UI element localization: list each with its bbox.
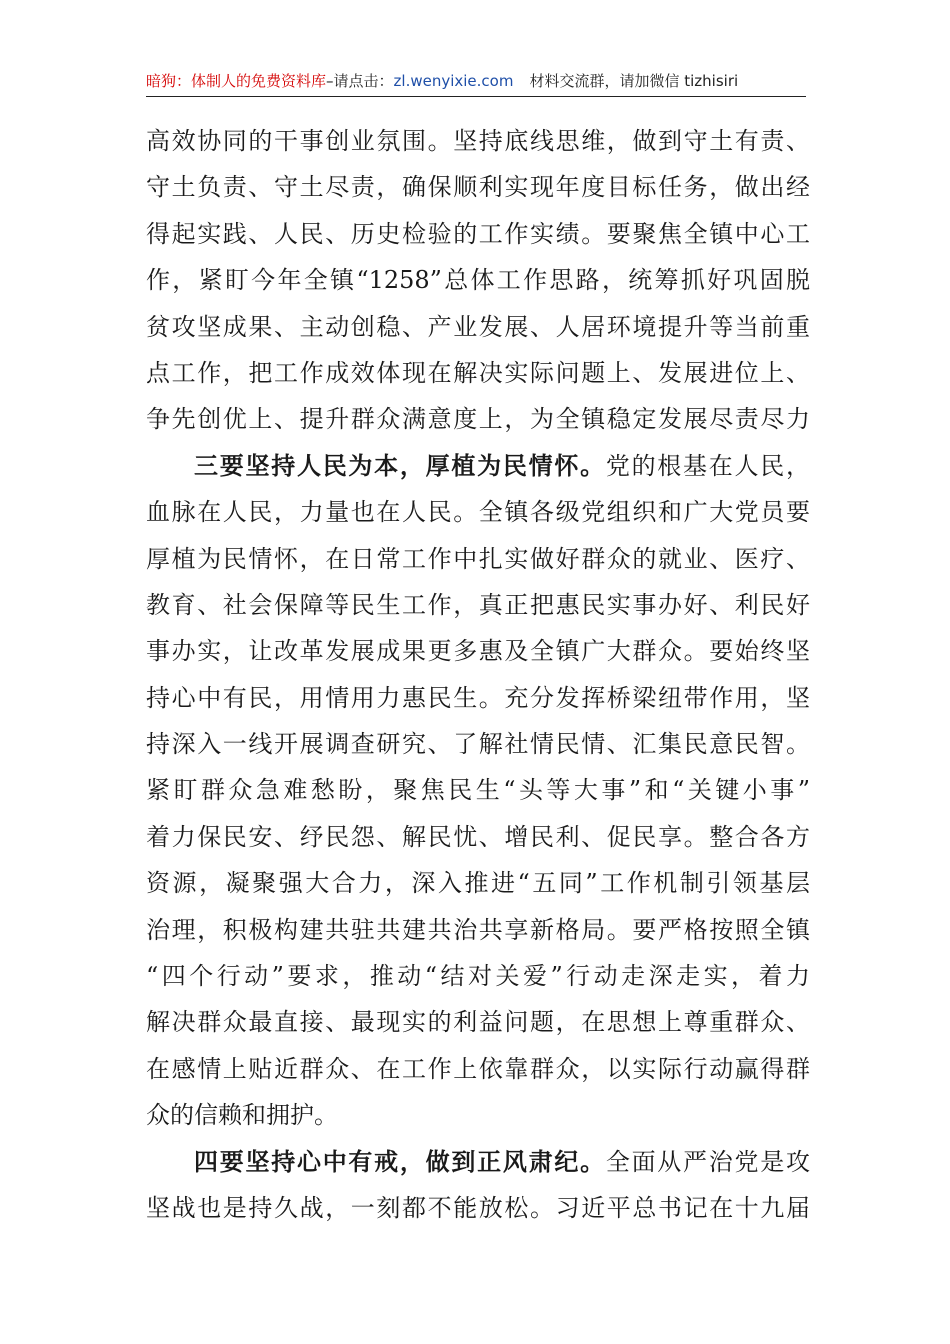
page-header <box>146 66 806 97</box>
text-line: 持心中有民，用情用力惠民生。充分发挥桥梁纽带作用，坚 <box>146 683 810 712</box>
text-line: 争先创优上、提升群众满意度上，为全镇稳定发展尽责尽力 <box>146 405 810 434</box>
text-line: 治理，积极构建共驻共建共治共享新格局。要严格按照全镇 <box>146 915 810 944</box>
header-wechat-note: 材料交流群，请加微信 tizhisiri <box>529 72 739 90</box>
text-line: 得起实践、人民、历史检验的工作实绩。要聚焦全镇中心工 <box>146 219 810 248</box>
text-line: 着力保民安、纾民怨、解民忧、增民利、促民享。整合各方 <box>146 822 810 851</box>
header-url-link[interactable]: zl.wenyixie.com <box>393 72 514 90</box>
text-line: 血脉在人民，力量也在人民。全镇各级党组织和广大党员要 <box>146 498 810 527</box>
text-line: 资源，凝聚强大合力，深入推进“五同”工作机制引领基层 <box>146 869 810 898</box>
section-heading: 四要坚持心中有戒，做到正风肃纪。 <box>194 1146 606 1176</box>
document-body <box>146 118 810 1231</box>
text-line: 解决群众最直接、最现实的利益问题，在思想上尊重群众、 <box>146 1008 810 1037</box>
text-line: 厚植为民情怀，在日常工作中扎实做好群众的就业、医疗、 <box>146 544 810 573</box>
text-line: 持深入一线开展调查研究、了解社情民情、汇集民意民智。 <box>146 730 810 759</box>
text-line: 守土负责、守土尽责，确保顺利实现年度目标任务，做出经 <box>146 173 810 202</box>
text-line: 贫攻坚成果、主动创稳、产业发展、人居环境提升等当前重 <box>146 312 810 341</box>
text-line: “四个行动”要求，推动“结对关爱”行动走深走实，着力 <box>146 962 810 991</box>
text-line: 紧盯群众急难愁盼，聚焦民生“头等大事”和“关键小事” <box>146 776 810 805</box>
section-heading-line: 三要坚持人民为本，厚植为民情怀。党的根基在人民， <box>194 450 810 480</box>
text-line: 坚战也是持久战，一刻都不能放松。习近平总书记在十九届 <box>146 1193 810 1222</box>
text-line: 事办实，让改革发展成果更多惠及全镇广大群众。要始终坚 <box>146 637 810 666</box>
text-line: 在感情上贴近群众、在工作上依靠群众，以实际行动赢得群 <box>146 1054 810 1083</box>
header-click-prompt: –请点击： <box>326 72 394 90</box>
section-heading-line: 四要坚持心中有戒，做到正风肃纪。全面从严治党是攻 <box>194 1146 810 1176</box>
section-heading: 三要坚持人民为本，厚植为民情怀。 <box>194 450 606 480</box>
text-line: 教育、社会保障等民生工作，真正把惠民实事办好、利民好 <box>146 590 810 619</box>
text-line: 作，紧盯今年全镇“1258”总体工作思路，统筹抓好巩固脱 <box>146 266 810 295</box>
text-line: 高效协同的干事创业氛围。坚持底线思维，做到守土有责、 <box>146 127 810 155</box>
header-site-name: 暗狗：体制人的免费资料库 <box>146 72 327 90</box>
text-line: 点工作，把工作成效体现在解决实际问题上、发展进位上、 <box>146 358 810 387</box>
text-line: 众的信赖和拥护。 <box>146 1101 338 1130</box>
